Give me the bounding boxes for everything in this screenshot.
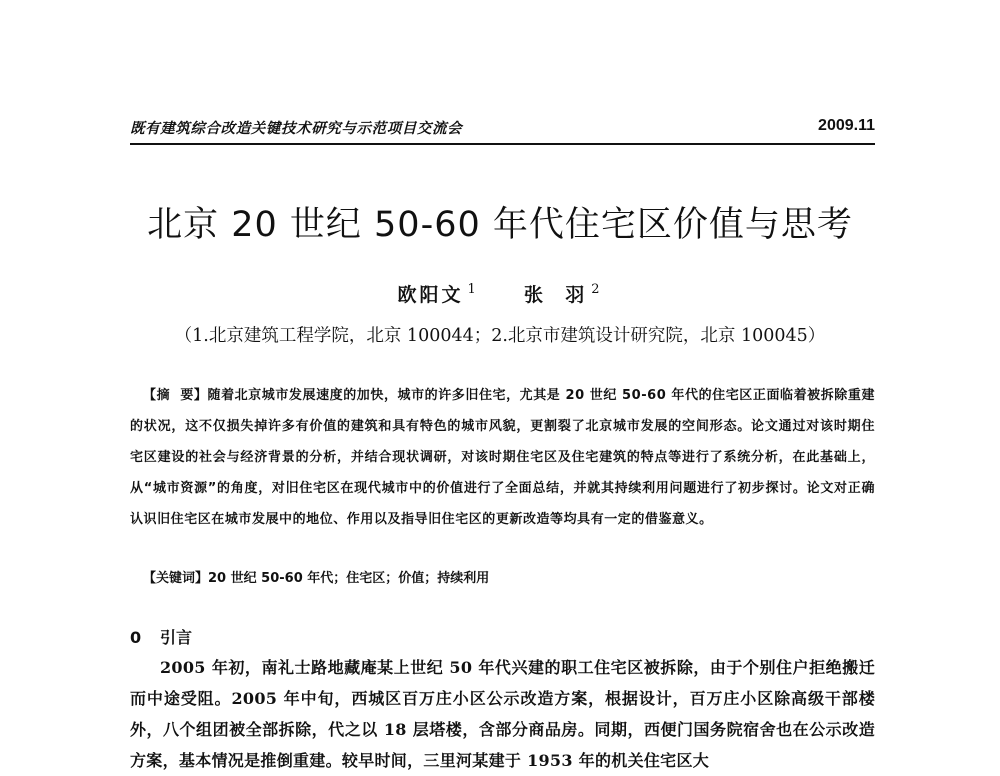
author-affiliation-mark: 1 [467, 282, 479, 297]
abstract [130, 380, 875, 535]
abstract-label: 【摘 要】 [143, 388, 208, 403]
section-title: 引言 [160, 628, 193, 647]
running-header [130, 117, 875, 139]
abstract-text: 随着北京城市发展速度的加快，城市的许多旧住宅，尤其是 20 世纪 50-60 年代的住宅区正面临着被拆除重建的状况，这不仅损失掉许多有价值的建筑和具有特色的城市风貌，更割裂了北京城市发展的空间形态。论文通过对该时期住宅区建设的社会与经济背景的分析，并结合现状调研，对该时期住宅区及住宅建筑的特点等进行了系统分析，在此基础上，从“城市资源”的角度，对旧住宅区在现代城市中的价值进行了全面总结，并就其持续利用问题进行了初步探讨。论文对正确认识旧住宅区在城市发展中的地位、作用以及指导旧住宅区的更新改造等均具有一定的借鉴意义。 [130, 388, 875, 527]
keywords [143, 567, 873, 586]
section-heading [130, 625, 192, 648]
body-paragraph: 2005 年初，南礼士路地藏庵某上世纪 50 年代兴建的职工住宅区被拆除，由于个别住户拒绝搬迁而中途受阻。2005 年中旬，西城区百万庄小区公示改造方案，根据设计，百万庄小区除高级干部楼外，八个组团被全部拆除，代之以 18 层塔楼，含部分商品房。同期，西便门国务院宿舍也在公示改造方案，基本情况是推倒重建。较早时间，三里河某建于 1953 年的机关住宅区大 [130, 658, 875, 770]
conference-name: 既有建筑综合改造关键技术研究与示范项目交流会 [130, 120, 463, 137]
author-line [0, 280, 1000, 307]
header-divider [130, 143, 875, 145]
keywords-label: 【关键词】 [143, 571, 209, 586]
author-affiliation-mark: 2 [591, 282, 603, 297]
keywords-text: 20 世纪 50-60 年代；住宅区；价值；持续利用 [208, 571, 490, 586]
author-name: 张 羽 [524, 284, 588, 306]
affiliations: （1.北京建筑工程学院，北京 100044；2.北京市建筑设计研究院，北京 100045） [174, 326, 826, 346]
paper-title: 北京 20 世纪 50-60 年代住宅区价值与思考 [147, 205, 853, 245]
issue-date: 2009.11 [818, 117, 875, 134]
section-number: 0 [130, 628, 142, 647]
author-name: 欧阳文 [397, 284, 464, 306]
